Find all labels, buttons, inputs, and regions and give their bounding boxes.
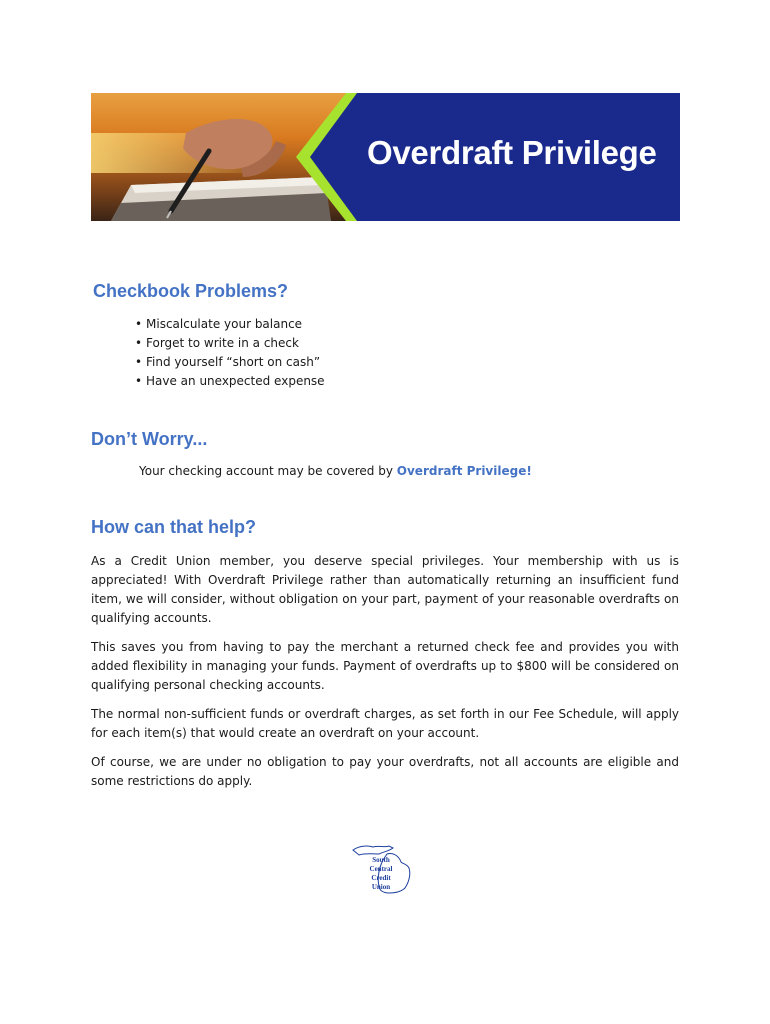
list-item: • Miscalculate your balance (135, 317, 303, 331)
how-can-that-help-heading: How can that help? (91, 517, 257, 537)
problems-list (135, 315, 325, 391)
dont-worry-heading: Don’t Worry... (91, 429, 208, 449)
banner (91, 93, 680, 221)
overdraft-privilege-highlight: Overdraft Privilege! (396, 464, 532, 478)
banner-title: Overdraft Privilege (367, 134, 657, 171)
body-text (91, 552, 679, 801)
logo-text: South Central Credit Union (369, 856, 393, 891)
credit-union-logo (349, 842, 415, 896)
list-item: • Find yourself “short on cash” (135, 355, 321, 369)
paragraph: The normal non-sufficient funds or overdraft charges, as set forth in our Fee Schedule, will apply for each item(s) that would create an overdraft on your account. (91, 707, 679, 740)
checkbook-problems-heading: Checkbook Problems? (93, 281, 289, 301)
covered-statement: Your checking account may be covered by Overdraft Privilege! (139, 464, 532, 478)
list-item: • Forget to write in a check (135, 336, 299, 350)
paragraph: This saves you from having to pay the merchant a returned check fee and provides you with added flexibility in managing your funds. Payment of overdrafts up to $800 will be considered on qualifying personal checking accounts. (91, 640, 679, 692)
paragraph: As a Credit Union member, you deserve special privileges. Your membership with us is appreciated! With Overdraft Privilege rather than automatically returning an insufficient fund item, we will consider, without obligation on your part, payment of your reasonable overdrafts on qualifying accounts. (91, 554, 679, 625)
paragraph: Of course, we are under no obligation to pay your overdrafts, not all accounts are eligible and some restrictions do apply. (91, 755, 679, 788)
list-item: • Have an unexpected expense (135, 374, 325, 388)
